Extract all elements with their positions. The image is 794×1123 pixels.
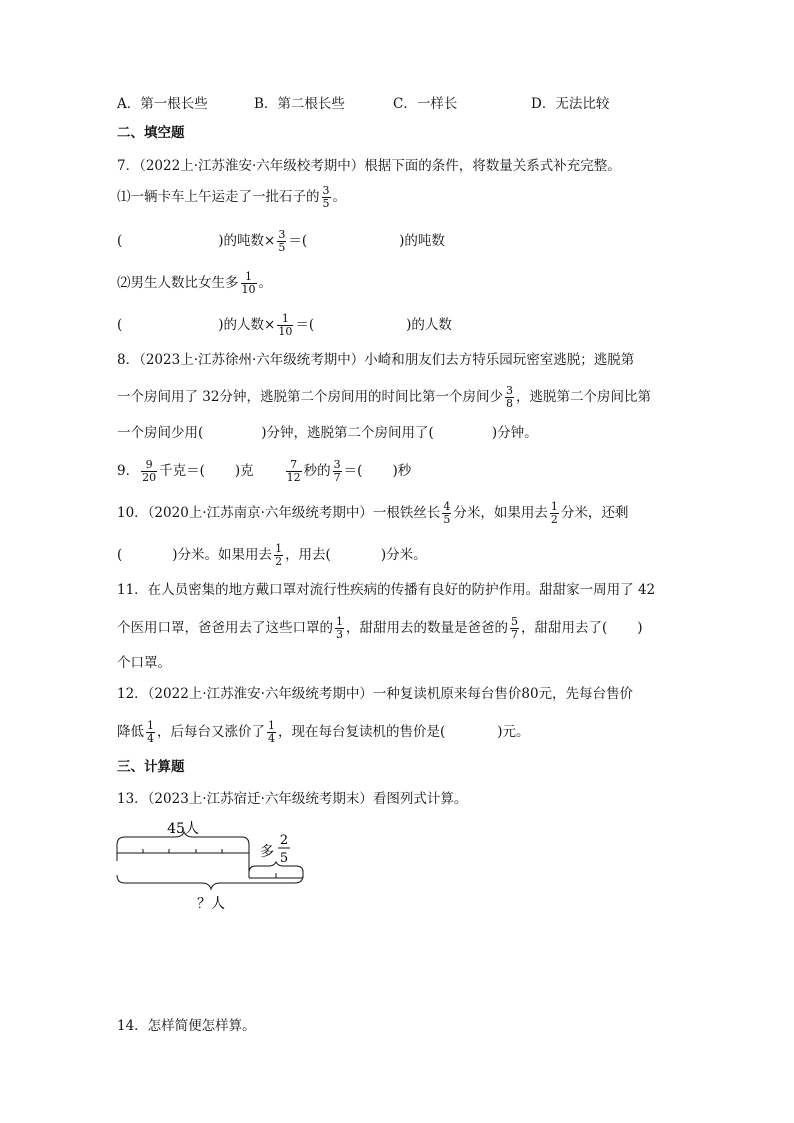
question-11-line-2: 个医用口罩，爸爸用去了这些口罩的 $\frac{1}{3}$ ，甜甜用去的数量是爸爸的 $\frac{5}{7}$ ，甜甜用去了( ) xyxy=(117,615,643,641)
question-7-formula-2: ( )的人数× $\frac{1}{10}$ ＝( )的人数 xyxy=(117,312,452,338)
question-13-heading: 13．（2023上·江苏宿迁·六年级统考期末）看图列式计算。 xyxy=(117,791,468,807)
question-8-line-2: 一个房间用了 32分钟，逃脱第二个房间用的时间比第一个房间少 $\frac{3}{8}$ ，逃脱第二个房间比第 xyxy=(117,384,651,410)
fraction: $\frac{3}{5}$ xyxy=(322,184,330,210)
diagram-more-label: 多 xyxy=(260,844,274,860)
question-8-line-1: 8．（2023上·江苏徐州·六年级统考期中）小崎和朋友们去方特乐园玩密室逃脱；逃脱第 xyxy=(117,352,635,368)
question-8-line-3: 一个房间少用( )分钟，逃脱第二个房间用了( )分钟。 xyxy=(117,425,538,441)
option-b: B．第二根长些 xyxy=(254,96,345,112)
diagram-more-numerator: 2 xyxy=(279,833,289,848)
question-12-line-2: 降低 $\frac{1}{4}$ ，后每台又涨价了 $\frac{1}{4}$ ，现在每台复读机的售价是( )元。 xyxy=(117,719,530,745)
option-d: D．无法比较 xyxy=(531,96,610,112)
fraction: $\frac{3}{8}$ xyxy=(505,384,513,410)
question-10-line-2: ( )分米。如果用去 $\frac{1}{2}$ ，用去( )分米。 xyxy=(117,542,427,568)
fraction: $\frac{5}{7}$ xyxy=(511,615,518,641)
question-12-line-1: 12．（2022上·江苏淮安·六年级统考期中）一种复读机原来每台售价80元，先每台售价 xyxy=(117,686,634,702)
option-c: C．一样长 xyxy=(393,96,458,112)
diagram-more-denominator: 5 xyxy=(279,851,289,866)
question-7-heading: 7．（2022上·江苏淮安·六年级校考期中）根据下面的条件，将数量关系式补充完整。 xyxy=(117,158,621,174)
question-7-part-2: ⑵男生人数比女生多 $\frac{1}{10}$ 。 xyxy=(117,270,272,296)
fraction: $\frac{3}{5}$ xyxy=(278,228,286,254)
fraction: $\frac{1}{2}$ xyxy=(275,542,283,568)
fraction: $\frac{9}{20}$ xyxy=(142,458,157,484)
fraction: $\frac{4}{5}$ xyxy=(443,500,451,526)
section-heading-fill-blank: 二、填空题 xyxy=(117,125,185,141)
fraction: $\frac{1}{4}$ xyxy=(147,719,154,745)
fraction: $\frac{1}{4}$ xyxy=(268,719,275,745)
fraction: $\frac{3}{7}$ xyxy=(333,458,341,484)
fraction: $\frac{1}{2}$ xyxy=(550,500,558,526)
question-9: 9． $\frac{9}{20}$ 千克＝( )克 $\frac{7}{12}$ 秒的 $\frac{3}{7}$ ＝( )秒 xyxy=(117,458,412,484)
question-11-line-3: 个口罩。 xyxy=(117,655,171,671)
question-7-part-1: ⑴一辆卡车上午运走了一批石子的 $\frac{3}{5}$ 。 xyxy=(117,184,346,210)
section-heading-calculation: 三、计算题 xyxy=(117,759,185,775)
top-brace xyxy=(117,832,249,845)
fraction: $\frac{1}{10}$ xyxy=(241,270,256,296)
extra-brace xyxy=(249,862,303,872)
question-7-formula-1: ( )的吨数× $\frac{3}{5}$ ＝( )的吨数 xyxy=(117,228,445,254)
diagram-bottom-label: ？人 xyxy=(197,896,225,912)
question-10-line-1: 10．（2020上·江苏南京·六年级统考期中）一根铁丝长 $\frac{4}{5}$ 分米，如果用去 $\frac{1}{2}$ 分米，还剩 xyxy=(117,500,629,526)
diagram-top-label: 45人 xyxy=(167,821,199,837)
bottom-brace xyxy=(117,875,303,889)
fraction: $\frac{1}{10}$ xyxy=(278,312,293,338)
question-11-line-1: 11．在人员密集的地方戴口罩对流行性疾病的传播有良好的防护作用。甜甜家一周用了 42 xyxy=(117,582,656,598)
question-14: 14．怎样简便怎样算。 xyxy=(117,1018,256,1034)
fraction: $\frac{1}{3}$ xyxy=(336,615,343,641)
option-a: A．第一根长些 xyxy=(117,96,208,112)
fraction: $\frac{7}{12}$ xyxy=(286,458,301,484)
segment-diagram xyxy=(108,812,318,914)
